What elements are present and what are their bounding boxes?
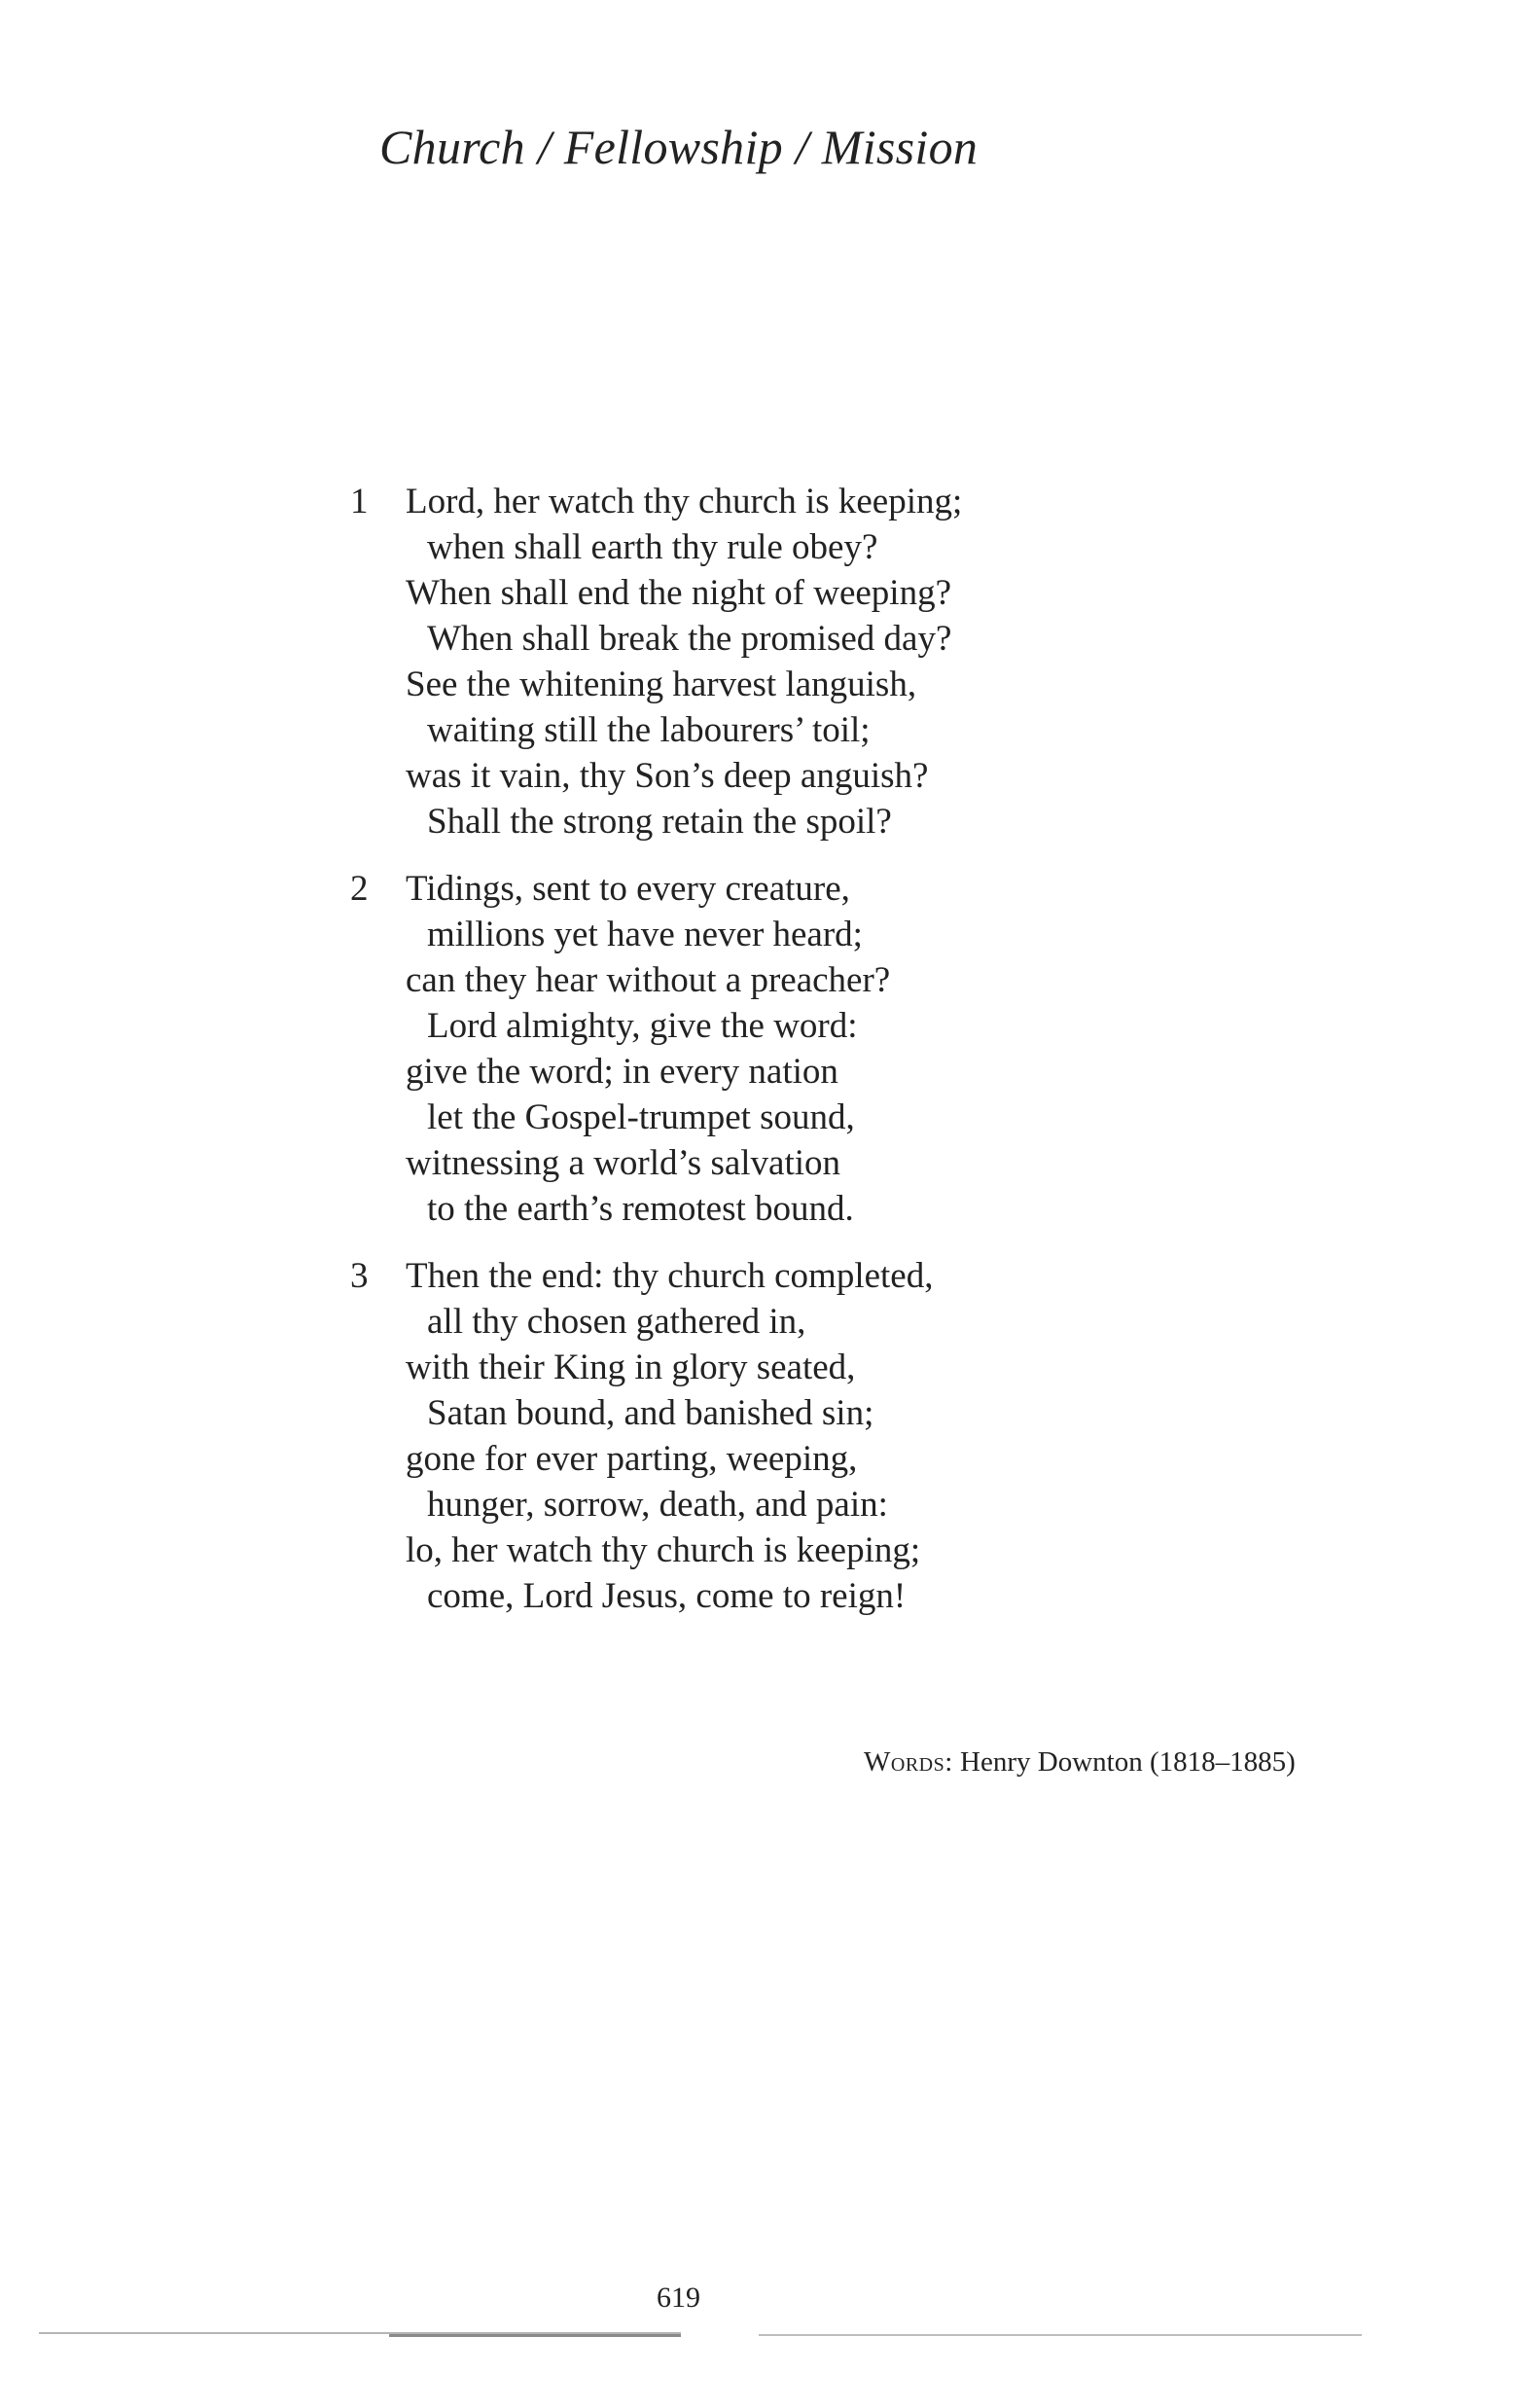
hymn-line: all thy chosen gathered in, (427, 1302, 806, 1342)
stanza-lines (406, 866, 890, 1232)
hymn-line: was it vain, thy Son’s deep anguish? (406, 756, 929, 796)
hymn-line: See the whitening harvest languish, (406, 665, 917, 704)
hymn-line: let the Gospel-trumpet sound, (427, 1097, 855, 1137)
page-number: 619 (657, 2282, 700, 2314)
stanza-number: 3 (350, 1256, 369, 1296)
hymn-line: Satan bound, and banished sin; (427, 1393, 874, 1433)
running-head: Church / Fellowship / Mission (379, 120, 979, 174)
hymn-line: waiting still the labourers’ toil; (427, 710, 871, 750)
hymn-line: When shall break the promised day? (427, 619, 952, 659)
hymn-line: with their King in glory seated, (406, 1348, 856, 1387)
hymn-line: when shall earth thy rule obey? (427, 527, 878, 567)
hymn-line: millions yet have never heard; (427, 915, 863, 954)
stanza-number: 2 (350, 869, 369, 909)
stanza-number: 1 (350, 482, 369, 521)
hymn-line: lo, her watch thy church is keeping; (406, 1530, 921, 1570)
hymn-line: Lord, her watch thy church is keeping; (406, 482, 963, 521)
footer-rule (389, 2334, 681, 2337)
stanza-lines (406, 479, 962, 845)
words-attribution (864, 1746, 1296, 1779)
hymn-line: can they hear without a preacher? (406, 960, 891, 1000)
hymn-line: Then the end: thy church completed, (406, 1256, 934, 1296)
hymn-line: hunger, sorrow, death, and pain: (427, 1485, 888, 1525)
hymn-line: witnessing a world’s salvation (406, 1143, 841, 1183)
hymn-line: gone for ever parting, weeping, (406, 1439, 858, 1479)
attribution-label: Words: (864, 1746, 953, 1778)
footer-rule (759, 2334, 1362, 2336)
stanza-lines (406, 1253, 933, 1619)
hymn-line: Shall the strong retain the spoil? (427, 802, 892, 842)
hymn-line: to the earth’s remotest bound. (427, 1189, 854, 1229)
hymn-line: come, Lord Jesus, come to reign! (427, 1576, 907, 1616)
hymn-line: give the word; in every nation (406, 1052, 838, 1092)
hymn-line: Lord almighty, give the word: (427, 1006, 858, 1046)
attribution-author: Henry Downton (1818–1885) (960, 1746, 1296, 1778)
hymn-line: When shall end the night of weeping? (406, 573, 951, 613)
hymn-line: Tidings, sent to every creature, (406, 869, 850, 909)
